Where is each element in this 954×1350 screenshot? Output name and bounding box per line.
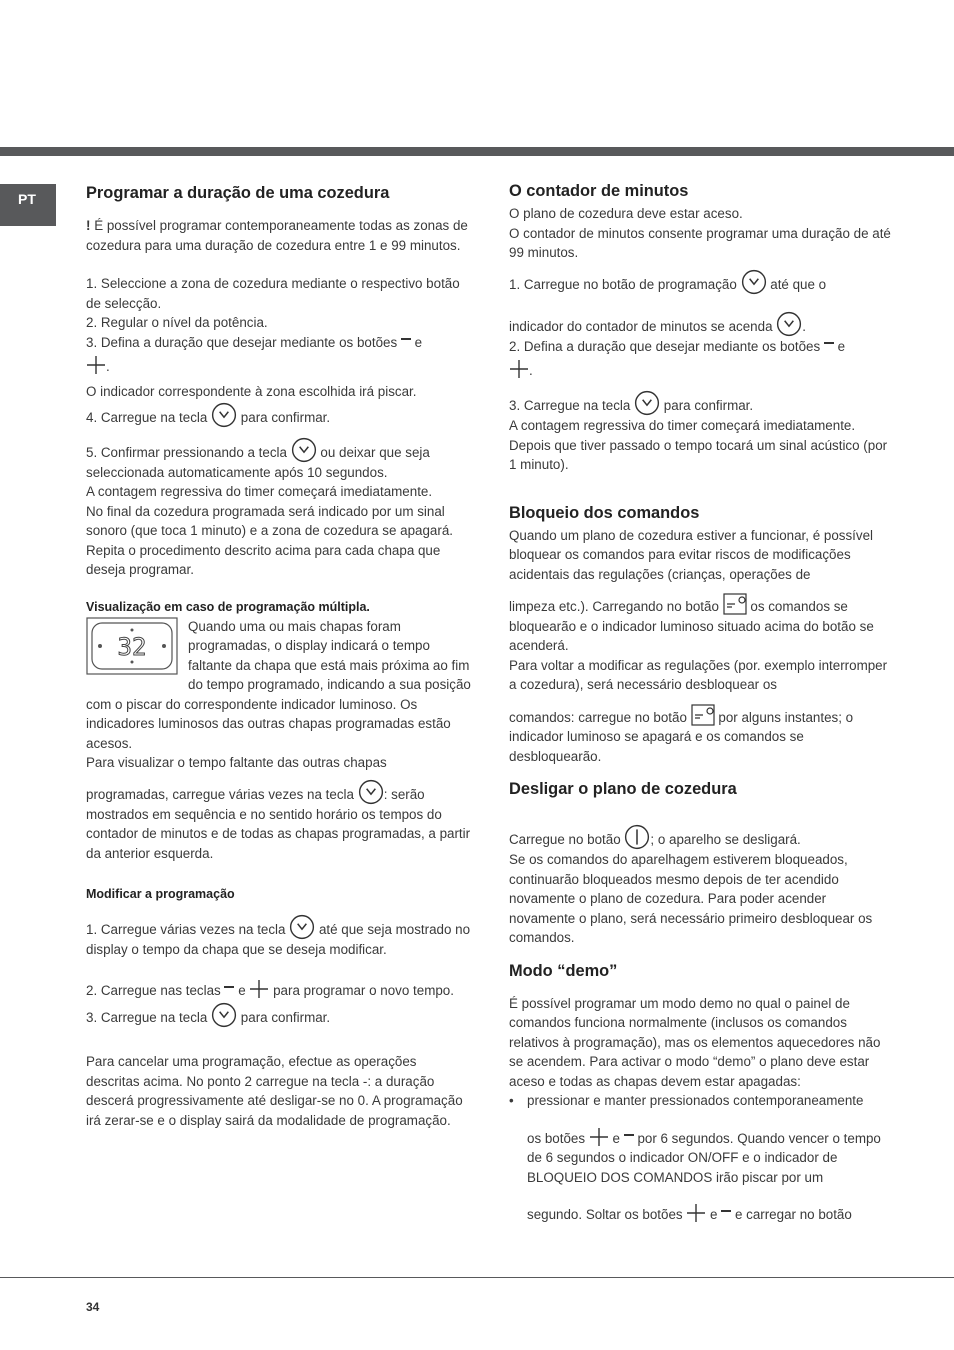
section-title-timer: O contador de minutos <box>509 182 689 200</box>
display-illustration <box>86 617 178 675</box>
minus-icon <box>224 985 234 989</box>
right-column <box>509 178 894 1225</box>
section-title-off: Desligar o plano de cozedura <box>509 780 737 798</box>
multi-press: programadas, carregue várias vezes na tecla : serão mostrados em sequência e no sentido horário os tempos do contador de minutos e de todas as chapas programadas, a partir da anterior esquerda. <box>86 779 471 864</box>
minus-icon <box>624 1133 634 1137</box>
timer-key-icon <box>634 390 660 416</box>
bottom-rule <box>0 1277 954 1278</box>
modify-step-2: 2. Carregue nas teclas e para programar o novo tempo. <box>86 979 471 1001</box>
plus-icon <box>249 979 269 999</box>
timer-key-icon <box>211 1002 237 1028</box>
minus-icon <box>824 341 834 345</box>
power-key-icon <box>624 824 650 850</box>
plus-icon <box>589 1127 609 1147</box>
countdown-text: A contagem regressiva do timer começará imediatamente. <box>86 484 433 499</box>
timer-key-icon <box>289 914 315 940</box>
timer-step-2-cont: . <box>509 356 894 386</box>
step-1: 1. Seleccione a zona de cozedura mediante o respectivo botão de selecção. <box>86 276 460 311</box>
repeat-text: Repita o procedimento descrito acima para cada chapa que deseja programar. <box>86 542 441 577</box>
plus-icon <box>509 359 529 379</box>
multi-text: Quando uma ou mais chapas foram programadas, o display indicará o tempo faltante da chapa que está mais próxima ao fim do tempo programado, indicando a sua posição com o piscar do correspondente indicador luminoso. Os indicadores luminosos das outras chapas programadas estão acesos. <box>86 618 471 751</box>
timer-p1: O plano de cozedura deve estar aceso. <box>509 206 743 221</box>
timer-key-icon <box>741 269 767 295</box>
off-p2: Se os comandos do aparelhagem estiverem bloqueados, continuarão bloqueados mesmo depois de ter acendido novamente o plano de cozedura. Para poder acender novamente o plano, será necessário primeiro desbloquear os comandos. <box>509 852 873 945</box>
plus-icon <box>686 1203 706 1223</box>
subsection-modify: Modificar a programação <box>86 887 235 901</box>
note-paragraph: ! É possível programar contemporaneamente todas as zonas de cozedura para uma duração de cozedura entre 1 e 99 minutos. <box>86 218 468 253</box>
timer-p2: O contador de minutos consente programar uma duração de até 99 minutos. <box>509 225 891 260</box>
display-digits: 32 <box>117 632 147 661</box>
timer-step-1: 1. Carregue no botão de programação até que o <box>509 269 894 295</box>
end-text: No final da cozedura programada será indicado por um sinal sonoro (que toca 1 minuto) e a zona de cozedura se apagará. <box>86 503 453 538</box>
timer-p3: A contagem regressiva do timer começará imediatamente. Depois que tiver passado o tempo tocará um sinal acústico (por 1 minuto). <box>509 418 888 472</box>
timer-step-1-cont: indicador do contador de minutos se acenda . <box>509 311 894 337</box>
lock-key-icon <box>691 703 715 727</box>
modify-step-1: 1. Carregue várias vezes na tecla até que seja mostrado no display o tempo da chapa que se deseja modificar. <box>86 914 471 960</box>
timer-key-icon <box>291 437 317 463</box>
timer-step-2: 2. Defina a duração que desejar mediante os botões e <box>509 338 846 354</box>
minus-icon <box>721 1209 731 1213</box>
multi-view: Para visualizar o tempo faltante das outras chapas <box>86 755 387 770</box>
section-title-programming: Programar a duração de uma cozedura <box>86 184 390 202</box>
section-title-demo: Modo “demo” <box>509 961 618 980</box>
top-bar <box>0 147 954 156</box>
page-number: 34 <box>86 1300 100 1314</box>
timer-key-icon <box>776 311 802 337</box>
lock-p3: Para voltar a modificar as regulações (por. exemplo interromper a cozedura), será necessário desbloquear os <box>509 657 888 692</box>
indicator-text: O indicador correspondente à zona escolhida irá piscar. <box>86 384 417 399</box>
step-5: 5. Confirmar pressionando a tecla ou deixar que seja seleccionada automaticamente após 10 segundos. <box>86 437 471 483</box>
plus-icon <box>86 355 106 375</box>
modify-step-3: 3. Carregue na tecla para confirmar. <box>86 1002 471 1033</box>
step-2: 2. Regular o nível da potência. <box>86 315 268 330</box>
demo-b3: segundo. Soltar os botões e e carregar no botão <box>527 1203 894 1225</box>
section-title-lock: Bloqueio dos comandos <box>509 503 700 522</box>
minus-icon <box>401 337 411 341</box>
demo-p1: É possível programar um modo demo no qual o painel de comandos funciona normalmente (inclusos os comandos relativos à programação), mas os elementos aquecedores não se acendem. Para activar o modo “demo” o plano deve estar aceso e todas as chapas devem estar apagadas: <box>509 995 881 1089</box>
lock-p4: comandos: carregue no botão por alguns instantes; o indicador luminoso se apagará e os comandos se desbloquearão. <box>509 703 894 767</box>
bullet-mark: • <box>509 1093 514 1108</box>
timer-key-icon <box>211 402 237 428</box>
lock-key-icon <box>723 592 747 616</box>
demo-bullet <box>509 1091 894 1225</box>
lock-p1: Quando um plano de cozedura estiver a funcionar, é possível bloquear os comandos para evitar riscos de modificações acidentais das regulações (crianças, operações de <box>509 527 874 582</box>
subsection-multi: Visualização em caso de programação múltipla. <box>86 599 370 614</box>
step-3-cont: . <box>86 352 471 382</box>
cancel-text: Para cancelar uma programação, efectue as operações descritas acima. No ponto 2 carregue na tecla -: a duração descerá progressivamente até desligar-se no 0. A programação irá zerar-se e o display sairá da modalidade de programação. <box>86 1054 463 1128</box>
multi-block <box>86 617 471 754</box>
step-4: 4. Carregue na tecla para confirmar. <box>86 402 471 433</box>
timer-step-3: 3. Carregue na tecla para confirmar. <box>509 390 894 416</box>
demo-b2: os botões e por 6 segundos. Quando vencer o tempo de 6 segundos o indicador ON/OFF e o indicador de BLOQUEIO DOS COMANDOS irão piscar por um <box>527 1127 894 1188</box>
warning-mark: ! <box>86 218 91 233</box>
left-column <box>86 180 471 1130</box>
timer-key-icon <box>358 779 384 805</box>
off-p1: Carregue no botão ; o aparelho se desligará. <box>509 824 894 850</box>
demo-b1: pressionar e manter pressionados contemporaneamente <box>527 1093 864 1108</box>
language-tab: PT <box>0 184 56 226</box>
step-3: 3. Defina a duração que desejar mediante os botões e <box>86 334 423 350</box>
lock-p2: limpeza etc.). Carregando no botão os comandos se bloquearão e o indicador luminoso situado acima do botão se acenderá. <box>509 592 894 656</box>
